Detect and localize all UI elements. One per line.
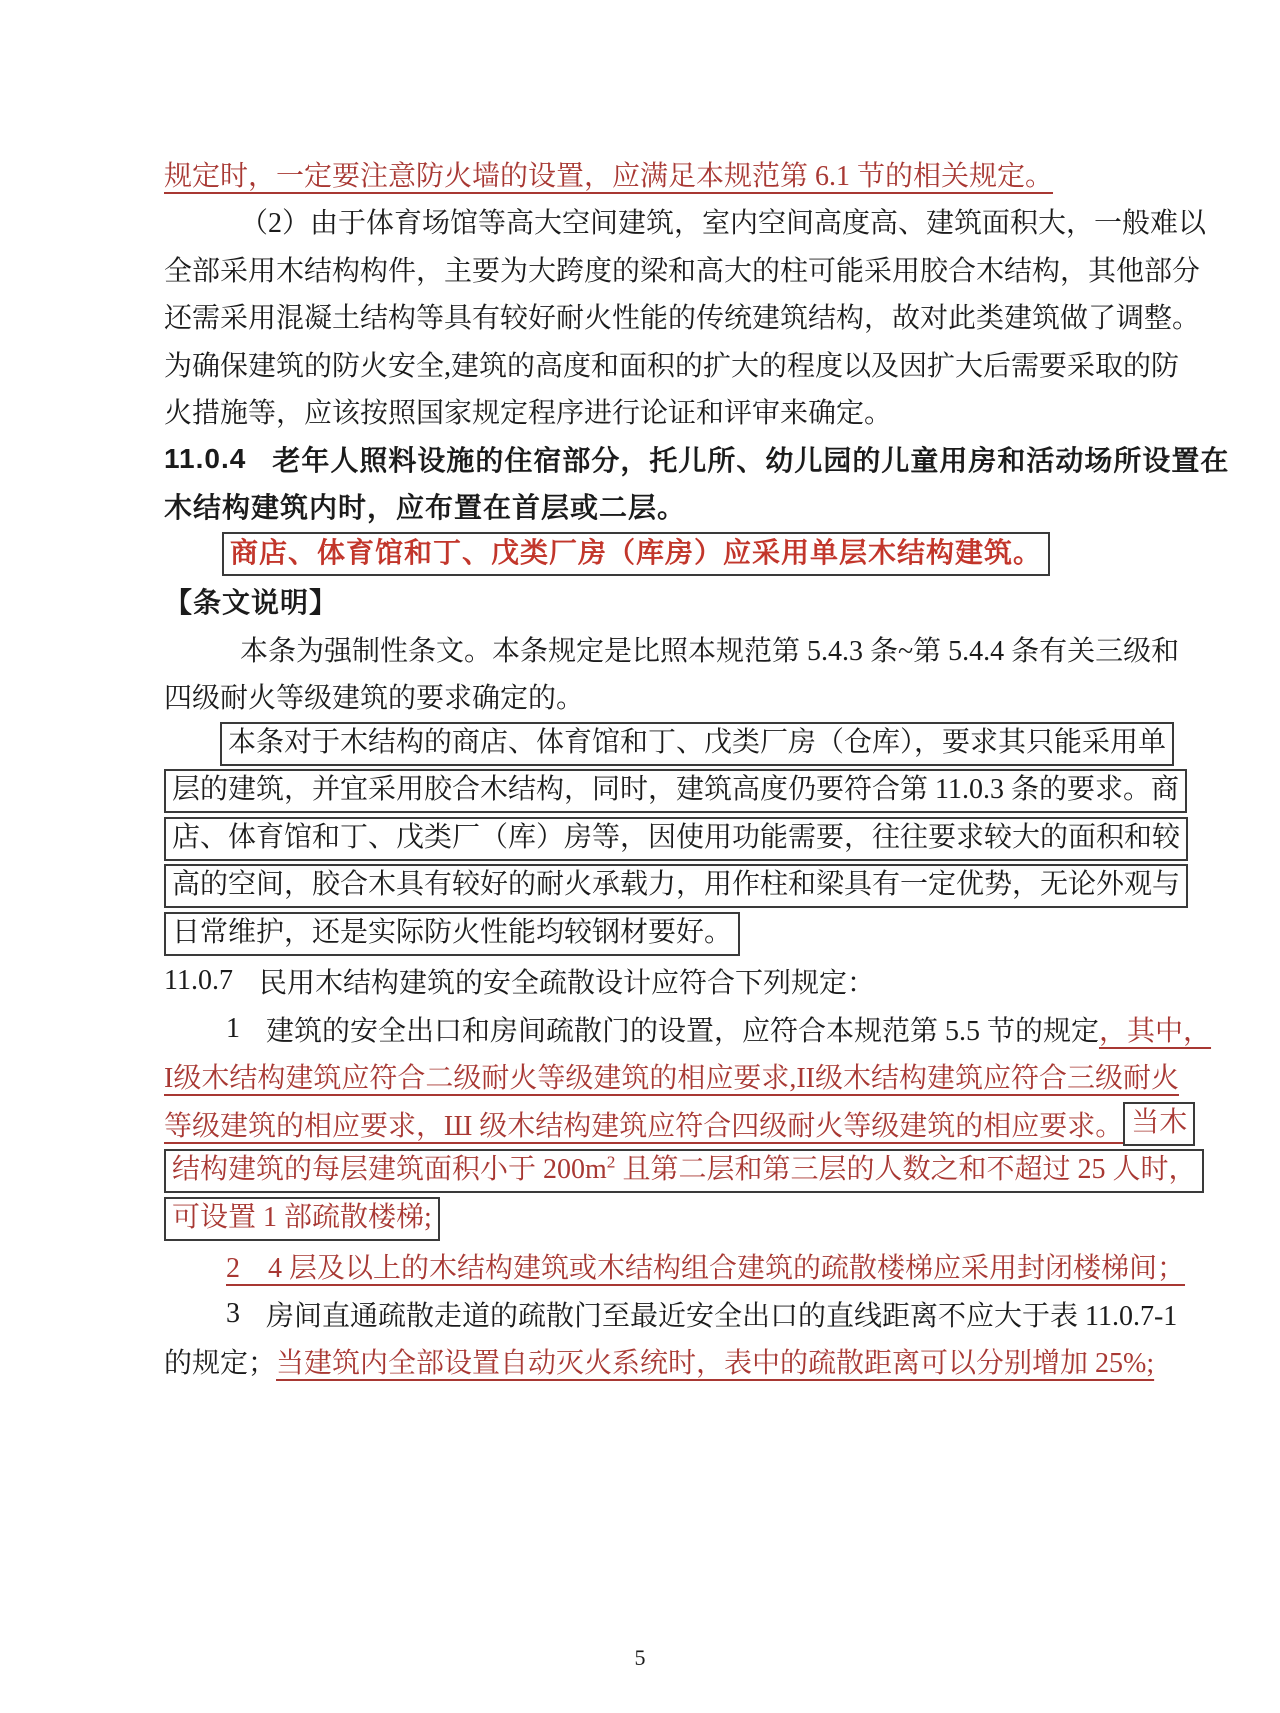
red-underlined-text: 等级建筑的相应要求，Ш 级木结构建筑应符合四级耐火等级建筑的相应要求。 [164,1110,1124,1142]
clause-text: 木结构建筑内时，应布置在首层或二层。 [164,492,687,524]
clause-11-0-4-line-1 [164,435,1230,483]
para2-line-2 [164,245,1201,293]
para-text: 火措施等，应该按照国家规定程序进行论证和评审来确定。 [164,398,893,430]
para2-line-1 [164,198,1207,246]
para-text: 全部采用木结构构件，主要为大跨度的梁和高大的柱可能采用胶合木结构，其他部分 [164,255,1201,287]
item-text-red: 当建筑内全部设置自动灭火系统时，表中的疏散距离可以分别增加 25%; [276,1348,1155,1380]
item-text-black: 建筑的安全出口和房间疏散门的设置，应符合本规范第 5.5 节的规定 [266,1015,1100,1047]
page-content [164,150,1230,1385]
boxed-line: 本条对于木结构的商店、体育馆和丁、戊类厂房（仓库），要求其只能采用单 [220,722,1174,766]
para-text: （2）由于体育场馆等高大空间建筑，室内空间高度高、建筑面积大，一般难以 [240,208,1207,240]
item-number: 1 [226,1012,240,1044]
clause-text: 老年人照料设施的住宿部分，托儿所、幼儿园的儿童用房和活动场所设置在 [272,444,1230,476]
commentary-boxed-line-2-row [164,768,1179,816]
item2-row [164,1243,1186,1291]
commentary-boxed-line-3-row [164,815,1181,863]
item3-line-2 [164,1338,1155,1386]
item1-line-1 [164,1005,1212,1053]
red-boxed-inline: 当木 [1123,1102,1195,1146]
item1-red-line-3 [164,1100,1188,1148]
item1-red-boxed-line-1-row [164,1148,1197,1196]
item1-red-boxed-line-2-row [164,1195,1120,1243]
para-text: 还需采用混凝土结构等具有较好耐火性能的传统建筑结构，故对此类建筑做了调整。 [164,303,1201,335]
boxed-line: 层的建筑，并宜采用胶合木结构，同时，建筑高度仍要符合第 11.0.3 条的要求。商 [164,769,1187,813]
red-boxed-line [164,1149,1204,1193]
page-number: 5 [634,1645,646,1670]
boxed-text-pre: 结构建筑的每层建筑面积小于 200m [172,1154,607,1186]
item3-line-1 [164,1290,1178,1338]
boxed-line: 店、体育馆和丁、戊类厂（库）房等，因使用功能需要，往往要求较大的面积和较 [164,817,1188,861]
commentary-continued-line [164,150,1120,198]
boxed-line: 高的空间，胶合木具有较好的耐火承载力，用作柱和梁具有一定优势，无论外观与 [164,864,1188,908]
item-number: 3 [226,1297,240,1329]
commentary-boxed-line-5-row [164,910,1120,958]
clause-11-0-4-line-2 [164,483,1120,531]
commentary-para1-line-1 [164,625,1180,673]
para-text: 本条为强制性条文。本条规定是比照本规范第 5.4.3 条~第 5.4.4 条有关三级和 [240,635,1180,667]
red-underlined-text: 2 4 层及以上的木结构建筑或木结构组合建筑的疏散楼梯应采用封闭楼梯间； [226,1253,1186,1285]
commentary-boxed-line-4-row [164,863,1181,911]
red-underlined-text: I级木结构建筑应符合二级耐火等级建筑的相应要求,II级木结构建筑应符合三级耐火 [164,1063,1179,1095]
para-text: 四级耐火等级建筑的要求确定的。 [164,683,585,715]
clause-number: 11.0.4 [164,442,247,474]
clause-11-0-7-title-row [164,958,1120,1006]
para2-line-5 [164,388,1120,436]
para2-line-3 [164,293,1201,341]
item1-red-line-2 [164,1053,1179,1101]
boxed-text-post: 且第二层和第三层的人数之和不超过 25 人时， [615,1154,1197,1186]
clause-11-0-4-boxed-addition-row [164,530,1120,578]
red-boxed-addition: 商店、体育馆和丁、戊类厂房（库房）应采用单层木结构建筑。 [222,532,1050,576]
commentary-heading [164,578,1120,626]
item-text-black: 的规定； [164,1348,277,1380]
red-underlined-text: 规定时，一定要注意防火墙的设置，应满足本规范第 6.1 节的相关规定。 [164,160,1054,192]
clause-number: 11.0.7 [164,965,233,997]
clause-title: 民用木结构建筑的安全疏散设计应符合下列规定： [258,968,875,1000]
superscript-2: 2 [606,1152,616,1172]
para-text: 为确保建筑的防火安全,建筑的高度和面积的扩大的程度以及因扩大后需要采取的防 [164,350,1180,382]
boxed-line: 日常维护，还是实际防火性能均较钢材要好。 [164,912,740,956]
para2-line-4 [164,340,1180,388]
commentary-boxed-line-1-row [164,720,1167,768]
item-text-black: 房间直通疏散走道的疏散门至最近安全出口的直线距离不应大于表 11.0.7-1 [266,1300,1178,1332]
item-text-red-inline: ，其中， [1099,1015,1212,1047]
red-boxed-line: 可设置 1 部疏散楼梯; [164,1197,440,1241]
commentary-heading-text: 【条文说明】 [164,587,339,619]
commentary-para1-line-2 [164,673,1120,721]
